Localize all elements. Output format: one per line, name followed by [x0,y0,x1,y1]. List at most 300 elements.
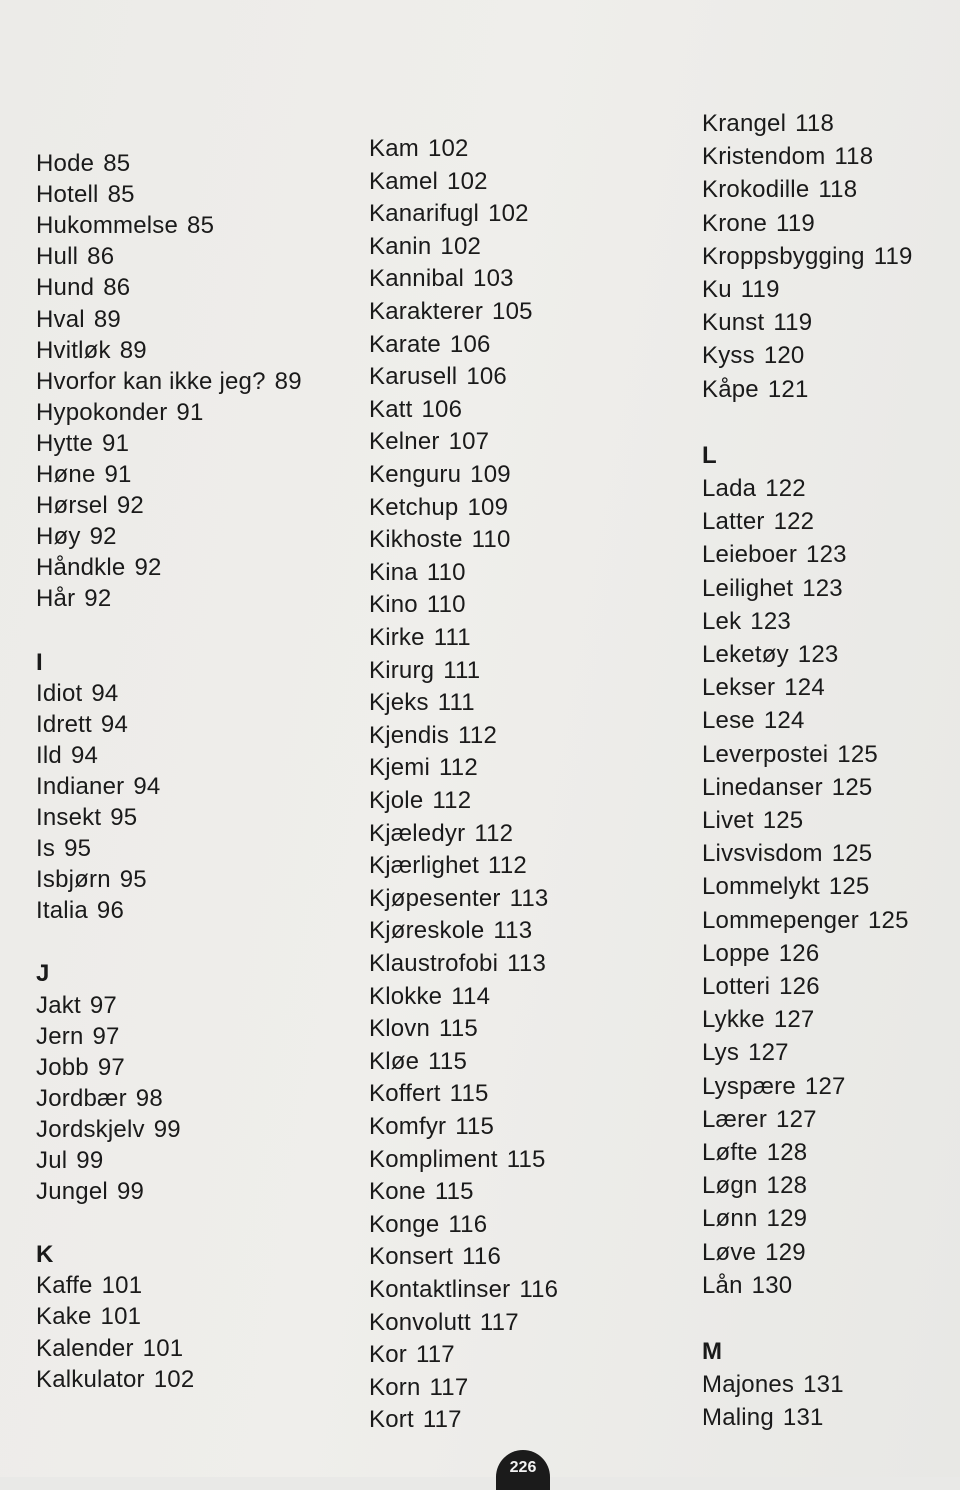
index-entry [36,1147,103,1175]
index-entry [369,1211,487,1239]
section-letter-m: M [702,1338,722,1365]
index-entry-page: 117 [415,1341,455,1369]
index-entry-page: 89 [274,367,302,395]
index-entry [702,176,857,204]
index-entry-page: 129 [766,1205,808,1233]
index-entry-page: 95 [119,866,147,894]
index-entry-page: 113 [493,917,533,945]
index-entry-page: 103 [473,265,514,293]
index-entry [369,363,507,391]
index-entry-page: 110 [426,591,466,619]
index-entry-word: Kalkulator [36,1365,145,1393]
index-entry-word: Konge [369,1210,440,1238]
index-entry-word: Kunst [702,309,765,337]
index-entry-word: Livsvisdom [702,840,823,868]
index-entry-word: Jakt [36,991,81,1019]
index-entry-page: 111 [433,624,471,651]
index-entry [369,1113,494,1141]
index-entry-page: 112 [488,852,527,880]
index-entry-word: Hytte [36,429,94,457]
index-entry-word: Kannibal [369,265,465,293]
index-entry-page: 119 [740,276,780,303]
index-entry [369,559,466,587]
index-entry-page: 109 [467,493,509,521]
index-entry [702,1073,846,1101]
index-entry [369,168,488,196]
index-entry-word: Konsert [369,1243,454,1271]
index-entry-word: Kroppsbygging [702,242,865,270]
index-entry-page: 112 [432,787,472,814]
index-entry-word: Kikhoste [369,526,463,554]
index-entry-page: 95 [110,804,138,831]
index-entry-word: Leverpostei [702,740,829,768]
index-entry [36,835,91,863]
index-entry [36,1023,120,1051]
index-entry-word: Lekser [702,674,776,702]
index-entry-page: 92 [116,492,144,520]
index-entry-word: Hotell [36,181,99,209]
index-entry-page: 97 [92,1022,120,1050]
index-entry [36,181,135,209]
index-entry-page: 116 [462,1243,501,1271]
index-entry-word: Kirke [369,624,425,651]
index-entry-page: 128 [766,1172,808,1200]
index-entry-page: 102 [488,200,529,228]
index-entry-word: Kjæledyr [369,819,466,847]
index-entry-page: 89 [93,305,121,333]
index-entry-word: Hvorfor kan ikke jeg? [36,367,266,395]
index-entry [702,210,815,238]
index-entry-word: Kirurg [369,656,435,684]
index-entry-word: Konvolutt [369,1308,471,1336]
index-entry [369,1406,462,1434]
index-entry-page: 128 [766,1139,808,1166]
index-entry-word: Kjendis [369,721,450,749]
index-entry-word: Karate [369,330,441,358]
index-entry-page: 105 [492,298,533,325]
index-entry-page: 94 [100,710,129,738]
index-entry-page: 127 [748,1039,789,1067]
index-entry-page: 85 [103,150,131,177]
index-entry-word: Lys [702,1039,740,1067]
index-entry [36,430,129,458]
index-entry-word: Krokodille [702,176,810,204]
index-entry-page: 127 [776,1105,817,1133]
index-entry-page: 129 [765,1238,806,1266]
index-entry [702,508,814,536]
index-entry [369,1015,478,1043]
index-entry-word: Kjemi [369,754,431,782]
index-entry-page: 95 [64,835,92,863]
index-entry-page: 118 [795,110,834,137]
index-entry [36,523,117,551]
index-entry-page: 99 [116,1178,145,1206]
index-entry-word: Kjeks [369,689,429,717]
index-entry-page: 115 [428,1047,468,1075]
index-entry [702,873,869,901]
index-entry-page: 85 [187,212,215,240]
index-entry-page: 89 [119,336,147,364]
index-entry-page: 123 [797,641,839,668]
index-entry-word: Ild [36,741,62,769]
index-entry-page: 92 [134,554,162,582]
index-entry-word: Loppe [702,939,770,967]
index-entry-page: 127 [804,1072,846,1100]
index-entry-word: Kamel [369,167,439,195]
index-entry [369,950,546,978]
index-entry-word: Høne [36,461,96,488]
index-entry [702,1139,807,1167]
index-entry [369,494,508,522]
index-entry-page: 123 [750,607,791,635]
index-entry [36,492,144,520]
index-entry [702,973,820,1001]
index-entry-word: Kelner [369,428,440,456]
index-entry-page: 114 [451,982,491,1010]
index-entry-word: Klaustrofobi [369,950,499,977]
index-entry-page: 123 [802,574,843,602]
index-entry-word: Kone [369,1178,426,1206]
index-entry [36,306,121,334]
index-entry [702,1404,824,1432]
index-entry-word: Kåpe [702,375,759,403]
index-entry [369,657,480,685]
index-entry [36,1366,194,1394]
index-entry-page: 126 [779,973,820,1000]
index-entry [36,1335,183,1363]
index-entry [36,1272,142,1300]
index-entry-page: 97 [89,991,117,1019]
index-entry [36,554,162,582]
index-entry-word: Kjøreskole [369,917,485,945]
index-entry-page: 106 [466,363,507,391]
index-entry-page: 102 [447,167,488,195]
index-entry [369,787,471,815]
index-entry-word: Jobb [36,1053,89,1081]
index-entry-page: 126 [778,939,820,967]
index-entry-word: Lyspære [702,1072,796,1100]
index-entry [369,1146,546,1174]
index-entry-word: Jungel [36,1178,108,1206]
index-entry-word: Linedanser [702,773,823,801]
page-number: 226 [496,1450,550,1490]
index-entry-page: 125 [828,873,870,901]
index-entry [702,674,825,702]
index-entry-word: Isbjørn [36,866,111,894]
index-entry-word: Kake [36,1303,92,1331]
index-entry-page: 117 [422,1406,462,1434]
index-entry [369,722,497,750]
index-entry-page: 111 [443,656,481,684]
index-entry-page: 97 [97,1053,125,1081]
index-entry [36,368,302,396]
index-entry-page: 131 [803,1371,844,1399]
index-entry [702,608,791,636]
index-entry [36,337,147,365]
index-entry-word: Lada [702,475,757,502]
index-entry-page: 86 [87,243,115,271]
index-entry [702,1006,814,1034]
index-entry-word: Hukommelse [36,212,179,240]
index-entry-page: 115 [439,1015,478,1043]
index-entry-word: Italia [36,897,88,925]
index-entry [702,541,847,569]
index-entry-word: Karusell [369,363,458,391]
index-entry [369,591,466,619]
index-entry-word: Klovn [369,1015,431,1043]
index-entry-word: Jordskjelv [36,1115,145,1143]
index-entry-word: Kaffe [36,1272,93,1300]
section-letter-l: L [702,441,717,469]
index-entry [702,1239,806,1267]
index-entry-word: Kontaktlinser [369,1276,511,1303]
index-entry [369,461,511,489]
index-entry-word: Hvitløk [36,336,111,364]
index-entry-page: 119 [773,309,813,337]
index-entry-page: 92 [84,585,112,613]
index-entry [702,707,805,735]
index-entry [369,1080,489,1108]
index-entry [36,585,111,613]
index-entry-word: Komfyr [369,1113,447,1140]
index-entry-page: 91 [176,398,204,426]
index-entry [369,1276,558,1304]
index-entry-word: Korn [369,1373,421,1401]
index-entry [36,1178,144,1206]
index-entry [36,150,130,178]
index-entry-word: Lån [702,1271,743,1299]
index-entry-page: 102 [427,135,469,162]
index-entry [369,265,514,293]
index-entry-page: 101 [142,1334,184,1362]
index-entry [369,754,478,782]
index-entry [369,298,533,326]
index-entry-page: 94 [91,679,119,707]
index-entry-word: Jordbær [36,1084,127,1112]
index-entry-page: 101 [101,1272,143,1300]
index-entry-word: Kanarifugl [369,200,480,228]
index-entry-page: 125 [762,807,804,834]
index-entry [369,1178,474,1206]
index-entry [702,475,806,503]
index-entry [36,461,132,489]
section-letter-i: I [36,648,43,676]
index-entry-word: Kanin [369,232,432,260]
section-letter-j: J [36,960,50,988]
index-entry [36,711,128,739]
index-entry [702,840,872,868]
index-entry-page: 113 [507,950,547,977]
index-entry-page: 92 [89,523,117,551]
index-entry-word: Jern [36,1022,84,1050]
index-entry-page: 119 [776,209,815,237]
index-entry [702,774,872,802]
index-entry-word: Leilighet [702,574,794,602]
index-entry-word: Kino [369,591,418,619]
index-entry-page: 115 [434,1178,474,1206]
index-entry-word: Kristendom [702,143,826,171]
index-entry [702,110,834,138]
index-entry [369,820,513,848]
index-entry [36,992,117,1020]
index-entry-page: 119 [873,242,913,270]
index-entry-page: 124 [763,707,805,735]
index-entry-page: 99 [153,1115,181,1143]
index-entry [702,741,878,769]
index-entry-word: Livet [702,807,754,834]
index-entry [369,428,489,456]
index-entry [36,773,160,801]
index-entry-page: 125 [837,740,878,768]
index-entry-page: 99 [76,1147,104,1174]
index-entry-page: 122 [773,508,815,536]
index-entry [36,1085,163,1113]
index-entry-word: Kina [369,558,418,586]
index-entry-word: Håndkle [36,554,126,582]
index-entry [369,983,490,1011]
section-letter-k: K [36,1241,54,1269]
index-entry-page: 85 [107,181,135,209]
index-entry [36,1116,181,1144]
index-entry-page: 115 [449,1080,489,1108]
index-entry [36,274,130,302]
index-entry [369,526,511,554]
index-entry [369,135,469,163]
index-entry-word: Lommepenger [702,906,859,934]
index-entry [369,200,529,228]
index-entry [702,1106,817,1134]
index-entry-word: Majones [702,1371,795,1399]
index-entry-page: 102 [440,232,482,260]
index-entry-page: 94 [133,772,161,800]
index-entry-word: Hval [36,305,85,333]
index-entry-word: Høy [36,523,81,551]
index-entry-word: Kjole [369,787,424,814]
index-entry-word: Krone [702,209,768,237]
index-entry-page: 96 [96,897,125,925]
index-entry-page: 117 [479,1308,519,1336]
index-entry-page: 118 [818,176,858,204]
index-entry-word: Hypokonder [36,398,168,426]
index-entry-page: 110 [426,558,466,586]
index-entry [369,1048,467,1076]
index-entry-word: Hund [36,274,95,302]
index-entry [702,940,819,968]
index-entry [702,575,843,603]
index-entry-page: 91 [102,429,130,457]
index-entry-page: 111 [437,689,475,717]
index-entry-page: 116 [448,1210,488,1238]
index-entry-word: Katt [369,395,413,423]
index-entry-page: 123 [806,541,847,569]
index-entry-page: 115 [455,1113,495,1140]
index-entry-word: Ketchup [369,493,459,521]
index-entry [369,917,532,945]
index-entry [369,1309,519,1337]
index-entry-page: 110 [471,526,511,554]
index-entry-page: 117 [429,1373,469,1401]
index-entry-word: Insekt [36,804,102,831]
index-entry-word: Kor [369,1341,407,1369]
index-entry-page: 131 [782,1404,824,1432]
index-entry [702,641,838,669]
index-entry [369,1243,501,1271]
index-entry-word: Karakterer [369,298,484,325]
index-entry-page: 125 [867,906,909,934]
index-entry-page: 102 [153,1365,195,1393]
index-entry-word: Lærer [702,1105,768,1133]
index-entry-word: Kam [369,135,419,162]
index-entry-word: Kjærlighet [369,852,480,880]
index-entry [702,143,873,171]
index-entry-page: 107 [448,428,490,456]
index-entry-word: Løve [702,1238,757,1266]
index-entry [369,233,481,261]
index-entry [702,1172,807,1200]
index-entry-word: Ku [702,276,732,303]
index-entry-word: Leieboer [702,541,798,569]
index-entry-page: 94 [70,741,99,769]
index-entry [702,243,913,271]
index-entry [702,1205,807,1233]
index-entry-word: Kjøpesenter [369,884,501,912]
index-entry-page: 98 [135,1084,163,1112]
index-entry-page: 106 [421,395,463,423]
index-entry-word: Kort [369,1406,414,1434]
index-entry-word: Kalender [36,1334,134,1362]
index-entry [36,742,98,770]
index-entry [369,396,462,424]
index-entry-page: 112 [458,721,497,749]
index-entry [36,680,118,708]
index-entry-page: 115 [506,1145,546,1173]
index-entry-word: Hode [36,150,95,177]
index-entry-word: Løgn [702,1172,758,1200]
index-entry-word: Lotteri [702,973,771,1000]
index-entry-word: Lykke [702,1006,765,1034]
index-entry [702,342,804,370]
index-entry-page: 91 [104,461,132,488]
index-entry-word: Idiot [36,679,83,707]
index-entry [369,624,471,652]
index-entry-word: Lese [702,707,755,735]
index-entry [702,276,780,304]
index-entry [369,852,527,880]
index-entry-page: 106 [449,330,491,358]
index-entry-page: 101 [100,1303,142,1331]
index-entry [369,1374,468,1402]
index-entry-page: 116 [519,1276,559,1303]
index-entry [702,1272,792,1300]
index-entry [702,907,909,935]
index-entry [36,1303,141,1331]
index-entry-word: Kyss [702,342,755,370]
index-entry [369,1341,455,1369]
index-entry [702,807,803,835]
index-entry-word: Hørsel [36,492,108,520]
index-entry-page: 124 [784,674,825,702]
index-entry-page: 125 [831,840,873,868]
index-entry-word: Maling [702,1404,774,1432]
index-entry-page: 127 [773,1006,815,1034]
index-entry-page: 112 [439,754,478,782]
index-entry-word: Lek [702,607,742,635]
index-entry [36,243,114,271]
index-entry-word: Jul [36,1147,68,1174]
index-entry [369,689,475,717]
index-entry-word: Leketøy [702,641,789,668]
index-entry-word: Kompliment [369,1145,498,1173]
